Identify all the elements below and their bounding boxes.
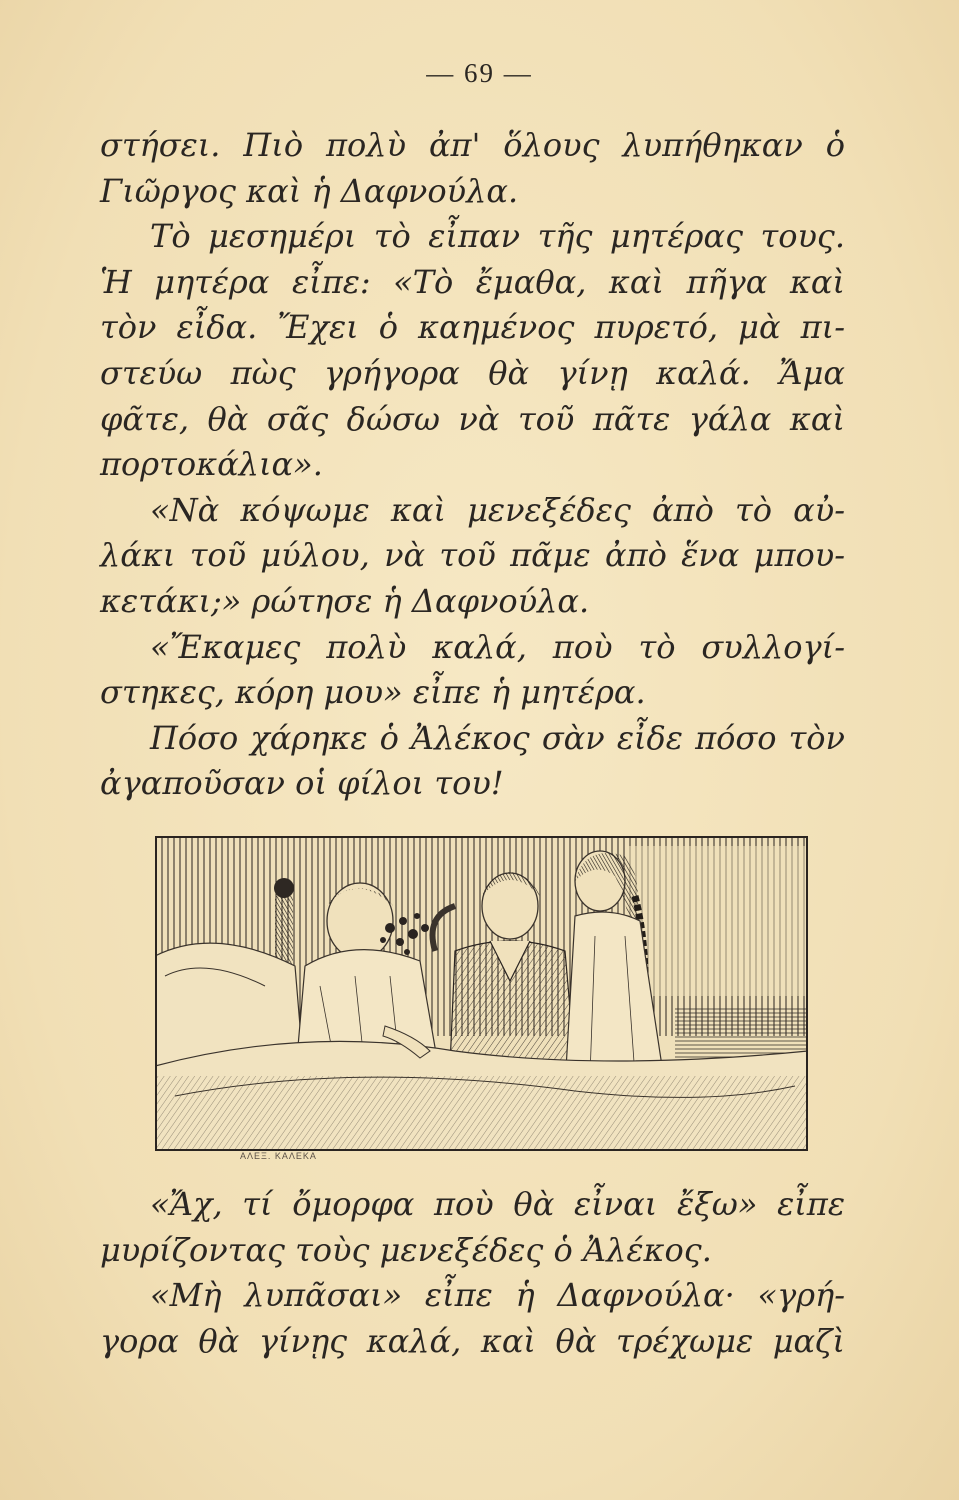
text-block-bottom: [100, 1182, 845, 1364]
text-line: Ἡ μητέρα εἶπε: «Τὸ ἔμαθα, καὶ πῆγα καὶ: [100, 262, 845, 301]
text-line: «Μὴ λυπᾶσαι» εἶπε ἡ Δαφνούλα· «γρή-: [150, 1276, 845, 1315]
text-line: στήσει. Πιὸ πολὺ ἀπ' ὅλους λυπήθηκαν ὁ: [100, 126, 845, 164]
text-line: «Ἄχ, τί ὄμορφα ποὺ θὰ εἶναι ἔξω» εἶπε: [150, 1185, 845, 1223]
text-line: Γιῶργος καὶ ἡ Δαφνούλα.: [100, 171, 519, 210]
text-line: στηκες, κόρη μου» εἶπε ἡ μητέρα.: [100, 673, 646, 712]
text-line: γορα θὰ γίνῃς καλά, καὶ θὰ τρέχωμε μαζὶ: [100, 1321, 845, 1360]
text-line: τὸν εἶδα. Ἔχει ὁ καημένος πυρετό, μὰ πι-: [100, 308, 845, 347]
text-line: πορτοκάλια».: [100, 445, 323, 484]
text-line: ἀγαποῦσαν οἱ φίλοι του!: [100, 764, 504, 803]
text-line: «Νὰ κόψωμε καὶ μενεξέδες ἀπὸ τὸ αὐ-: [150, 490, 845, 529]
engraving-illustration: [155, 836, 808, 1151]
text-line: Τὸ μεσημέρι τὸ εἶπαν τῆς μητέρας τους.: [150, 217, 845, 256]
text-line: στεύω πὼς γρήγορα θὰ γίνῃ καλά. Ἄμα: [100, 353, 845, 392]
illustration-caption: ΑΛΕΞ. ΚΑΛΕΚΑ: [240, 1151, 317, 1161]
text-line: φᾶτε, θὰ σᾶς δώσω νὰ τοῦ πᾶτε γάλα καὶ: [100, 399, 845, 438]
text-block-top: [100, 123, 845, 807]
text-line: κετάκι;» ρώτησε ἡ Δαφνούλα.: [100, 581, 590, 620]
text-line: Πόσο χάρηκε ὁ Ἀλέκος σὰν εἶδε πόσο τὸν: [150, 718, 845, 757]
page-number: — 69 —: [426, 58, 533, 88]
text-line: «Ἔκαμες πολὺ καλά, ποὺ τὸ συλλογί-: [150, 627, 845, 666]
text-line: μυρίζοντας τοὺς μενεξέδες ὁ Ἀλέκος.: [100, 1230, 712, 1269]
text-line: λάκι τοῦ μύλου, νὰ τοῦ πᾶμε ἀπὸ ἕνα μπου-: [100, 536, 845, 575]
